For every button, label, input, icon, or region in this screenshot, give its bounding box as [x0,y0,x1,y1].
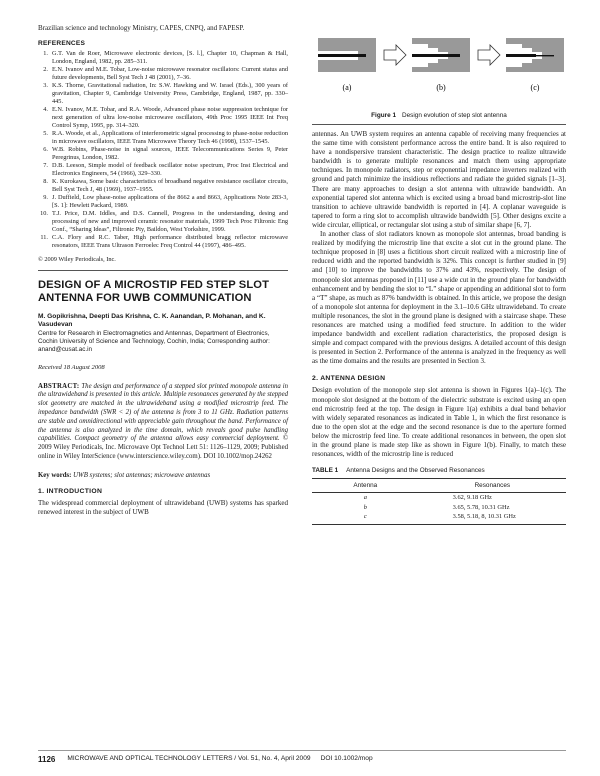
table-cell-resonances: 3.65, 5.78, 10.31 GHz [452,503,510,511]
abstract-label: ABSTRACT: [38,382,80,390]
reference-item [38,162,288,178]
table-header-resonances: Resonances [419,479,566,493]
keywords-text: UWB systems; slot antennas; microwave antennas [73,471,211,479]
divider [38,270,288,271]
section-2-heading: 2. ANTENNA DESIGN [312,375,386,383]
intro-fragment: Brazilian science and technology Ministry, CAPES, CNPQ, and FAPESP. [38,24,245,32]
table-cell-antenna: a [363,494,367,502]
reference-text: E.N. Ivanov and M.E. Tobar, Low-noise microwave resonator oscillators: Current status and future developments, Bell Syst Tech J 48 (2001), 7–36. [52,66,288,82]
paragraph-2: In another class of slot radiators known as monopole slot antennas, broad banding is realized by modifying the microstrip line that excite a slot cut in the ground plane. The technique proposed in [8] uses a fictitious short circuit realized with a microstrip line of reduced width and the reported bandwidth is 32%. This concept is further studied in [9] and [10] to improve the bandwidths to 37% and 43%, respectively. The design of monopole slot antennas proposed in [11] use a wide cut in the ground plane for bandwidth enhancement and by bending the slot to “L” shape or appending an additional slot to form a “T” shape, as much as 87% bandwidth is obtained. In this article, we propose the design of a monopole slot antenna for deployment in the 3.1–10.6 GHz ultrawideband. To create multiple resonances, the slot in the ground plane is designed with a staircase shape. These resonances are matched using a modified feed structure. In addition to the wider impedance bandwidth and excellent radiation characteristics, the proposed design is simple and compact compared with the previous designs. A detailed account of this design is presented in Section 2. Performance of the antenna is analyzed in the frequency as well as the time domains and the results are presented in Section 3. [312,230,566,366]
reference-number: 9. [43,194,48,202]
figure-1 [312,24,566,112]
arrow-icon [384,45,406,65]
table-cell-antenna: c [312,512,419,524]
reference-item [38,146,288,162]
reference-number: 2. [43,66,48,74]
antenna-c-diagram [506,38,564,72]
reference-item [38,50,288,66]
resonance-table [312,478,566,525]
reference-text: E.N. Ivanov, M.E. Tobar, and R.A. Woode, Advanced phase noise suppression technique for next generation of ultra low-noise microwave oscillators, 49th Proc 1995 IEEE Int Freq Control Symp, 1995, pp. 314–320. [52,106,288,130]
received-date: Received 18 August 2008 [38,363,105,371]
table-row [312,503,566,513]
reference-number: 7. [43,162,48,170]
article-title: DESIGN OF A MICROSTIP FED STEP SLOT ANTENNA FOR UWB COMMUNICATION [38,279,270,304]
table-title [312,467,566,474]
reference-text: C.A. Flory and R.C. Taber, High performance distributed bragg reflector microwave resonators, IEEE Trans Ultrason Ferroelec Freq Control 44 (1997), 486–495. [52,234,288,250]
figure-caption-label: Figure 1 [371,112,397,119]
divider [312,124,566,125]
reference-text: W.B. Robins, Phase-noise in signal sources, IEEE Telecommunications Series 9, Peter Peregrinus, London, 1982. [52,146,288,162]
antenna-b-diagram [412,38,470,72]
table-label: TABLE 1 [312,467,339,475]
reference-text: T.J. Price, D.M. Iddles, and D.S. Cannell, Progress in the understanding, desing and processing of new and improved ceramic resonator materials, 1999 Tech Proc Filtronic Eng Conf., “Sharing Ideas”, Filtronic Pty, Baildon, West Yorkshire, 1999. [52,210,288,234]
reference-item [38,106,288,130]
reference-item [38,82,288,106]
arrow-icon [478,45,500,65]
reference-number: 8. [43,178,48,186]
authors: M. Gopikrishna, Deepti Das Krishna, C. K. Aanandan, P. Mohanan, and K. Vasudevan [38,313,266,329]
journal-info: MICROWAVE AND OPTICAL TECHNOLOGY LETTERS / Vol. 51, No. 4, April 2009 [67,755,311,762]
figure-label-b: (b) [436,83,446,92]
section-1-heading: 1. INTRODUCTION [38,487,103,495]
reference-text: K. Kurokawa, Some basic characteristics of broadband negative resistance oscillator circuits, Bell Syst Tech J, 48 (1969), 1937–1955. [52,178,288,194]
table-cell-resonances: 3.62, 9.18 GHz [452,494,492,502]
reference-number: 6. [43,146,48,154]
reference-text: G.T. Van de Roer, Microwave electronic devices, [S. l.], Chapter 10, Chapman & Hall, London, England, 1982, pp. 285–311. [52,50,288,66]
references-heading: REFERENCES [38,40,86,48]
figure-label-a: (a) [342,83,352,92]
reference-text: J. Duffield, Low phase-noise applications of the 8662 a and 8663, Applications Note 283-3, [S. 1]: Hewlett Packard, 1989. [52,194,288,210]
reference-text: K.S. Thorne, Gravitational radiation, In: S.W. Hawking and W. Israel (Eds.), 300 years of gravitation, Chapter 9, Cambridge University Press, Cambridge, England, 1987, pp. 330–445. [52,82,288,106]
section-1-text: The widespread commercial deployment of ultrawideband (UWB) systems has sparked renewed interest in the subject of UWB [38,498,288,516]
left-column [38,24,288,517]
references-list [38,50,288,250]
table-row [312,493,566,503]
reference-number: 1. [43,50,48,58]
figure-caption-text: Design evolution of step slot antenna [402,112,507,119]
table-cell-antenna: b [363,503,367,511]
reference-item [38,194,288,210]
abstract-text: The design and performance of a stepped slot printed monopole antenna in the ultrawideband is presented in this article. Multiple resonances generated by the stepped slot geometry are matched in the ultrawideband using a modified microstrip feed. The impedance bandwidth (SWR < 2) of the antenna is from 3 to 11 GHz. Radiation patterns are stable and omnidirectional with appreciable gain throughout the band. Performance of the antenna is also analyzed in the time domain, which reveals good pulse handling capabilities. Compact geometry of the antenna allows easy commercial deployment. [38,382,289,443]
keywords-label: Key words: [38,471,72,479]
reference-item [38,66,288,82]
footer-doi: DOI 10.1002/mop [320,755,373,762]
reference-item [38,178,288,194]
page-footer [38,750,566,764]
reference-item [38,234,288,250]
paragraph-3: Design evolution of the monopole step slot antenna is shown in Figures 1(a)–1(c). The monopole slot designed at the bottom of the dielectric substrate is excited using an open end microstrip feed at the top. The design in Figure 1(a) exhibits a dual band behavior with widely separated resonances as indicated in Table 1, in which the first resonance is due to the open slot at the edge and the second resonance is due to the aperture formed below the microstrip feed line. To create additional resonances in between, the open slot in the ground plane is made step like as shown in Figure 1(b). Finally, to match these resonances, width of the microstrip line is reduced [312,386,566,459]
reference-number: 5. [43,130,48,138]
reference-item [38,130,288,146]
figure-1-drawing [312,24,566,112]
figure-label-c: (c) [530,83,540,92]
table-cell-resonances: 3.58, 5.18, 8, 10.31 GHz [419,512,566,524]
keywords [38,472,288,479]
right-column [312,24,566,525]
reference-text: D.B. Leeson, Simple model of feedback oscillator noise spectrum, Proc Inst Electrical and Electronics Engineers, 54 (1966), 329–330. [52,162,288,178]
reference-number: 3. [43,82,48,90]
abstract [38,383,288,462]
abstract-publication-info: © 2009 Wiley Periodicals, Inc. Microwave Opt Technol Lett 51: 1126–1129, 2009; Published online in Wiley InterScience (www.interscience.wiley.com). DOI 10.1002/mop.24262 [38,435,288,461]
reference-item [38,210,288,234]
copyright-notice: © 2009 Wiley Periodicals, Inc. [38,256,116,264]
table-title-text: Antenna Designs and the Observed Resonances [346,467,485,475]
affiliation: Centre for Research in Electromagnetics and Antennas, Department of Electronics, Cochin University of Science and Technology, Cochin, India; Corresponding author: anand@cusat.ac.in [38,330,270,353]
reference-text: R.A. Woode, et al., Applications of interferometric signal processing to phase-noise reduction in microwave oscillators, IEEE Trans Microwave Theory Tech 46 (1998), 1537–1545. [52,130,288,146]
page-number: 1126 [38,755,56,764]
table-header-row [312,479,566,493]
table-row [312,512,566,524]
figure-caption [312,112,566,119]
paragraph-1: antennas. An UWB system requires an antenna capable of receiving many frequencies at the same time with consistent performance across the entire band. It is also required to have a nondispersive transient characteristic. The design practice to realize ultrawide bandwidth is to generate multiple resonances and match them using appropriate techniques. In monopole radiators, step or exponential impedance inverters realized with ground and patch minimize the insidious reflections and radiate the guided signals [1–3]. There are many approaches to design a slot antenna with ultrawide bandwidth. An exponential tapered slot antenna which is excited using a broad band microstrip-slot line transition to achieve ultrawide bandwidth is reported in [4]. A coplanar waveguide is tapered to form a ring slot to accomplish ultrawide bandwidth [5]. Other designs excite a wide circular, elliptical, or rectangular slot using a stub of similar shape [6, 7]. [312,130,566,229]
table-header-antenna: Antenna [312,479,419,493]
reference-number: 10. [40,210,48,218]
reference-number: 4. [43,106,48,114]
antenna-a-diagram [318,38,376,72]
reference-number: 11. [40,234,48,242]
